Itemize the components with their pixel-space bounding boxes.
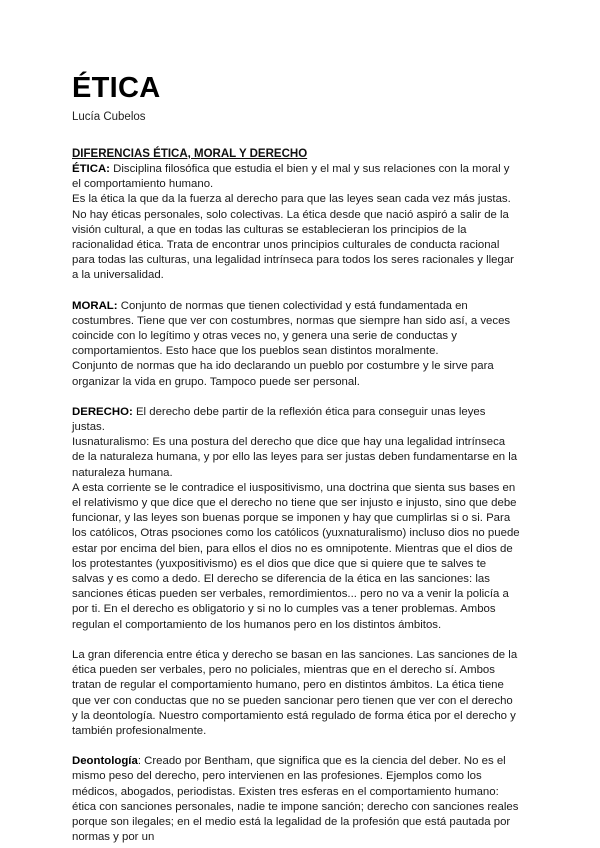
spacer (72, 390, 520, 405)
derecho-paragraph-1 (72, 405, 520, 435)
derecho-paragraph-3: A esta corriente se le contradice el iuspositivismo, una doctrina que sienta sus bases en el relativismo y que dice que el derecho no tiene que ser injusto e injusto, sino que debe funcionar, y las leyes son buenas porque se imponen y hay que cumplirlas si o si. Para los católicos, Otras psociones como los católicos (yuxnaturalismo) incluso dios no puede estar por encima del bien, para ellos el dios no es omnipotente. Mientras que el dios de los protestantes (yuxpositivismo) es el dios que dice que si quiere que te salves te salvas y es como a dedo. El derecho se diferencia de la ética en las sanciones: las sanciones éticas pueden ser verbales, remordimientos... pero no va a venir la policía a por ti. En el derecho es obligatorio y si no lo cumples vas a tener problemas. Ambos regulan el comportamiento de los humanos pero en los distintos ámbitos. (72, 481, 520, 631)
moral-paragraph-2: Conjunto de normas que ha ido declarando un pueblo por costumbre y le sirve para organizar la vida en grupo. Tampoco puede ser personal. (72, 360, 494, 388)
spacer (72, 739, 520, 754)
derecho-term: DERECHO: (72, 405, 133, 418)
etica-paragraph-2: Es la ética la que da la fuerza al derecho para que las leyes sean cada vez más justas. No hay éticas personales, solo colectivas. La ética desde que nació aspiró a salir de la visión cultural, a que en todas las culturas se establecieran los principios de la racionalidad ética. Trata de encontrar unos principios culturales de conducta racional para todas las culturas, una legalidad intrínseca para todos los seres racionales y llegar a la universalidad. (72, 193, 514, 282)
spacer (72, 284, 520, 299)
derecho-paragraph-2: Iusnaturalismo: Es una postura del derecho que dice que hay una legalidad intrínseca de la naturaleza humana, y por ello las leyes para ser justas deben fundamentarse en la naturaleza humana. (72, 436, 518, 479)
deontologia-term: Deontología (72, 755, 138, 768)
deontologia-definition: : Creado por Bentham, que significa que es la ciencia del deber. No es el mismo peso del derecho, pero intervienen en las profesiones. Ejemplos como los médicos, abogados, periodistas. Existen tres esferas en el comportamiento humano: ética con sanciones personales, nadie te impone sanción; derecho con sanciones reales porque son ilegales; en el medio está la legalidad de la profesión que está pautada por normas y por un (72, 755, 519, 844)
moral-term: MORAL: (72, 299, 118, 312)
moral-definition: Conjunto de normas que tienen colectividad y está fundamentada en costumbres. Tiene que ver con costumbres, normas que siempre han sido así, a veces coincide con lo legítimo y otras veces no, y genera una serie de conductas y comportamientos. Esto hace que los pueblos sean distintos moralmente. (72, 299, 511, 358)
document-title: ÉTICA (72, 72, 161, 104)
etica-definition: Disciplina filosófica que estudia el bien y el mal y sus relaciones con la moral y el comportamiento humano. (72, 163, 510, 191)
deontologia-paragraph (72, 754, 520, 845)
etica-paragraph-1 (72, 162, 520, 192)
etica-term: ÉTICA: (72, 163, 110, 175)
author-name: Lucía Cubelos (72, 111, 146, 123)
section-heading: DIFERENCIAS ÉTICA, MORAL Y DERECHO (72, 148, 308, 160)
diferencia-paragraph: La gran diferencia entre ética y derecho se basan en las sanciones. Las sanciones de la ética pueden ser verbales, pero no policiales, mientras que en el derecho sí. Ambos tratan de regular el comportamiento humano, pero en distintos ámbitos. La ética tiene que ver con conductas que no se pueden sancionar pero tienen que ver con el derecho y la deontología. Nuestro comportamiento está regulado de forma ética por el derecho y también profesionalmente. (72, 648, 518, 737)
spacer (72, 633, 520, 648)
derecho-definition: El derecho debe partir de la reflexión ética para conseguir unas leyes justas. (72, 405, 486, 434)
moral-paragraph-1 (72, 299, 520, 360)
